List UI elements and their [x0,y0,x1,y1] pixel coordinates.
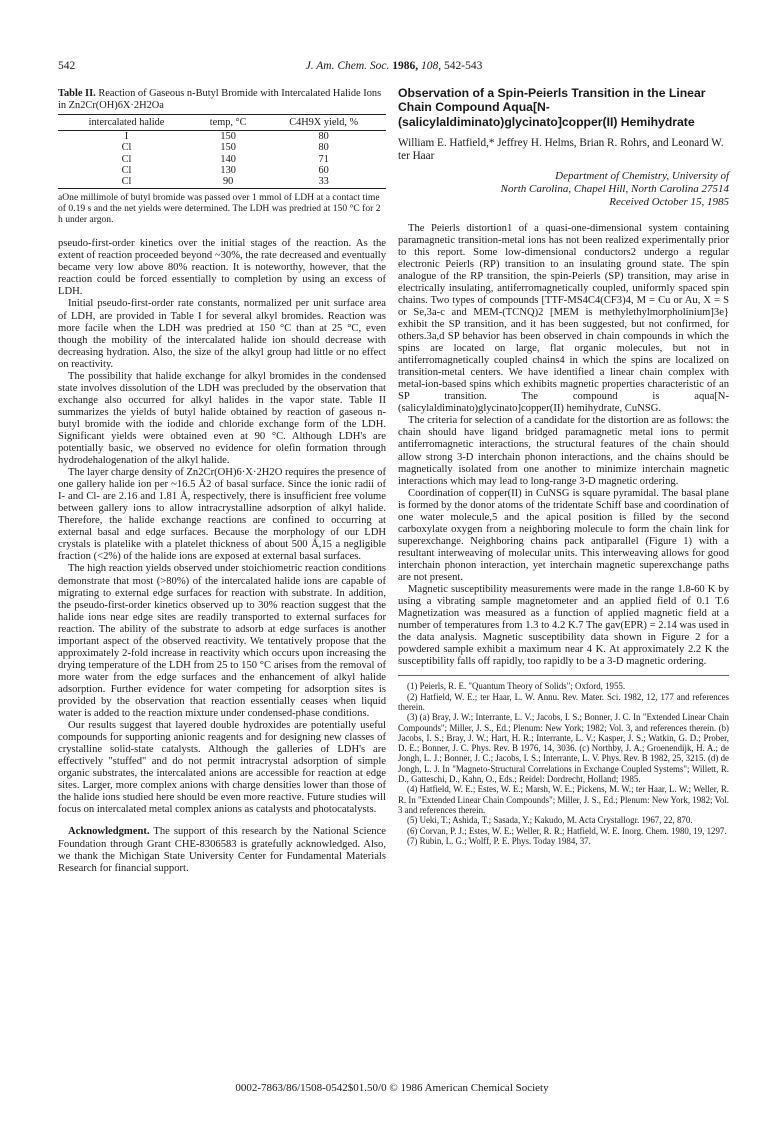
acknowledgment [58,826,386,874]
journal-citation [58,60,730,72]
table-row [58,176,386,189]
table-row [58,165,386,176]
table-caption [58,88,386,112]
table-cell: Cl [58,176,195,189]
running-header [58,60,730,76]
reference-item: (1) Peierls, R. E. "Quantum Theory of Solids"; Oxford, 1955. [407,681,626,692]
reference-item: (2) Hatfield, W. E.; ter Haar, L. W. Annu. Rev. Mater. Sci. 1982, 12, 177 and references therein. [398,691,729,712]
table-header-row [58,115,386,131]
journal-year: 1986, [392,60,419,72]
table-cell: 140 [220,153,236,165]
table-cell: 150 [220,142,236,154]
table-caption-text: Reaction of Gaseous n-Butyl Bromide with Intercalated Halide Ions in Zn2Cr(OH)6X·2H2Oa [58,88,382,111]
table-cell: 33 [261,176,386,189]
acknowledgment-text: The support of this research by the National Science Foundation through Grant CHE-8306583 is gratefully acknowledged. Also, we thank the Michigan State University Center for Fundamental Materials Research for financial support. [58,826,386,874]
body-paragraph: Magnetic susceptibility measurements were made in the range 1.8-60 K by using a vibrating sample magnetometer and an applied field of 0.1 T.6 Magnetization was measured as a function of applied magnetic field at a number of temperatures from 1.3 to 4.2 K.7 The gav(EPR) = 2.14 was used in the data analysis. Magnetic susceptibility data shown in Figure 2 for a powdered sample exhibit a maximum near 4 K. At approximately 2.2 K the susceptibility falls off rapidly, too rapidly to be a 3-D magnetic ordering. [398,584,729,668]
table-header-cell: C4H9X yield, % [261,115,386,131]
body-paragraph: Coordination of copper(II) in CuNSG is square pyramidal. The basal plane is formed by the donor atoms of the tridentate Schiff base and coordination of one water molecule,5 and the apical position is filled by the second carboxylate oxygen from a neighboring molecule to form the chain link for superexchange. Neighboring chains pack antiparallel (Figure 1) with a resultant interweaving of molecular units. This interweaving allows for good interchain phonon interaction, yet interchain magnetic superexchange paths are not present. [398,487,729,583]
body-paragraph: Initial pseudo-first-order rate constants, normalized per unit surface area of LDH, are provided in Table I for several alkyl bromides. Reaction was more facile when the LDH was predried at 150 °C than at 25 °C, even though the mobility of the intercalated halide ion should decrease with decreasing hydration. Also, the size of the alkyl group had little or no effect on reactivity. [58,298,386,370]
table-row [58,154,386,165]
reference-item: (7) Rubin, L. G.; Wolff, P. E. Phys. Today 1984, 37. [407,835,591,846]
journal-pages: 542-543 [444,60,483,72]
table-row [58,142,386,153]
body-paragraph: The possibility that halide exchange for alkyl bromides in the condensed state involves dissolution of the LDH was precluded by the observation that exchange also occurred for alkyl halides in the vapor state. Table II summarizes the yields of butyl halide obtained by reaction of gaseous n-butyl bromide with the iodide and chloride exchange form of the LDH. Significant yields were obtained even at 90 °C. Although LDH's are potentially basic, we observed no evidence for olefin formation through hydrodehalogenation of the alkyl halide. [58,370,386,467]
body-paragraph: pseudo-first-order kinetics over the initial stages of the reaction. As the extent of reaction proceeded beyond ~30%, the rate decreased and eventually became very low above 80% reaction. It is noteworthy, however, that the reaction could be forced essentially to completion by using an excess of LDH. [58,238,386,298]
author-list: William E. Hatfield,* Jeffrey H. Helms, Brian R. Rohrs, and Leonard W. ter Haar [398,137,724,163]
table-cell: 71 [318,153,329,165]
article-title: Observation of a Spin-Peierls Transition in the Linear Chain Compound Aqua[N-(salicylaldiminato)glycinato]copper(II) Hemihydrate [398,86,706,129]
table-cell: 60 [318,164,329,176]
left-column [58,88,386,875]
table-caption-label: Table II. [58,88,96,99]
page-number: 542 [58,60,76,72]
table-cell: 150 [220,131,236,143]
table-cell: 80 [318,142,329,154]
table-header-cell: temp, °C [195,115,261,131]
affiliation-line: Department of Chemistry, University of [555,169,729,182]
table-cell: 90 [195,176,261,189]
copyright-footer: 0002-7863/86/1508-0542$01.50/0 © 1986 American Chemical Society [235,1082,549,1094]
body-paragraph: Our results suggest that layered double hydroxides are potentially useful compounds for supporting anionic reagents and for designing new classes of crystalline solid-state catalysts. Although the galleries of LDH's are effectively "stuffed" and do not permit intracrystal adsorption of simple organic substrates, the intercalated anions are accessible for reaction at edge sites. Larger, more complex anions with charge densities lower than those of the halide ions studied here should be even more reactive. Future studies will focus on intercalated metal complex anions as catalysts and photocatalysts. [58,720,386,816]
table-footnote: aOne millimole of butyl bromide was passed over 1 mmol of LDH at a contact time of 0.19 s and the net yields were determined. The LDH was predried at 150 °C for 2 h under argon. [58,192,381,226]
body-paragraph: The criteria for selection of a candidate for the distortion are as follows: the chain should have ligand bridged paramagnetic metal ions to permit antiferromagnetic interactions, the structural features of the chain should allow strong 3-D interchain phonon interactions, and the chains should be magnetically isolated from one another to minimize interchain magnetic interactions which may lead to long-range 3-D magnetic ordering. [398,415,729,487]
reference-item: (4) Hatfield, W. E.; Estes, W. E.; Marsh, W. E.; Pickens, M. W.; ter Haar, L. W.; Weller, R. R. In "Extended Linear Chain Compounds"; Miller, J. S., Ed.; Plenum: New York, 1982; Vol. 3 and references therein. [398,784,729,815]
journal-volume: 108, [421,60,442,72]
reference-item: (6) Corvan, P. J.; Estes, W. E.; Weller, R. R.; Hatfield, W. E. Inorg. Chem. 1980, 19, 1297. [407,825,727,836]
journal-name: J. Am. Chem. Soc. [305,60,390,72]
table-cell: I [124,131,129,143]
reference-item: (3) (a) Bray, J. W.; Interrante, L. V.; Jacobs, I. S.; Bonner, J. C. In "Extended Linear Chain Compounds"; Miller, J. S., Ed.; Plenum: New York; 1982; Vol. 3, and references therein. (b) Jacobs, I. S.; Bray, J. W.; Hart, H. R.; Interrante, L. V.; Kasper, J. S.; Watkin, G. D.; Prober, D. E.; Bonner, J. C. Phys. Rev. B 1976, 14, 3036. (c) Northby, J. A.; Groenendijk, H. A.; de Jongh, L. J.; Bonner, J. C.; Jacobs, I. S.; Interrante, L. V. Phys. Rev. B 1982, 25, 3215. (d) de Jongh, L. J. In "Magneto-Structural Correlations in Exchange Coupled Systems"; Willett, R. D., Gatteschi, D., Kahn, O., Eds.; Reidel: Dordrecht, Holland; 1985. [398,712,729,785]
affiliation-line: North Carolina, Chapel Hill, North Carolina 27514 [500,182,729,195]
table-cell: Cl [121,164,132,176]
body-paragraph: The layer charge density of Zn2Cr(OH)6·X·2H2O requires the presence of one gallery halide ion per ~16.5 Å2 of basal surface. Since the ionic radii of I- and Cl- are 2.16 and 1.81 Å, respectively, there is insufficient free volume between gallery ions to allow intracrystalline adsorption of alkyl halide. Therefore, the halide exchange reactions are confined to occurring at external basal and edge surfaces. Because the morphology of our LDH crystals is platelike with a platelet thickness of about 500 Å,15 a negligible fraction (<2%) of the halide ions are exposed at external basal surfaces. [58,467,386,563]
body-paragraph: The Peierls distortion1 of a quasi-one-dimensional system containing paramagnetic transition-metal ions has not been realized experimentally prior to this report. Some low-dimensional conductors2 undergo a regular electronic Peierls (RP) transition to an insulating ground state. The spin analogue of the RP transition, the spin-Peierls (SP) transition, may arise in electrically insulating, antiferromagnetically coupled, uniformly spaced spin chains. Two types of compounds [TTF-MS4C4(CF3)4, M = Cu or Au, X = S or Se,3a-c and MEM-(TCNQ)2 [MEM is methylethylmorpholinium]3e} exhibit the SP transition, and it has been suggested, but not confirmed, for others.3a,d SP behavior has been observed in chain compounds in which the spins are located on large, flat organic molecules, but not in antiferromagnetically coupled chains4 in which the spins are localized on transition-metal centers. We have identified a linear chain complex with metal-ion-based spins which exhibits magnetic properties characteristic of an SP transition. The compound is aqua[N-(salicylaldiminato)glycinato]copper(II) hemihydrate, CuNSG. [398,222,729,415]
table-cell: 130 [220,164,236,176]
acknowledgment-label: Acknowledgment. [68,826,150,838]
yield-table [58,114,386,189]
table-cell: Cl [121,153,132,165]
received-date: Received October 15, 1985 [609,195,729,208]
reference-item: (5) Ueki, T.; Ashida, T.; Sasada, Y.; Kakudo, M. Acta Crystallogr. 1967, 22, 870. [407,815,693,826]
table-row [58,131,386,143]
references [398,675,729,846]
right-column [398,86,729,846]
body-paragraph: The high reaction yields observed under stoichiometric reaction conditions demonstrate that most (>80%) of the intercalated halide ions are capable of migrating to external edge surfaces for reaction with substrate. In addition, the pseudo-first-order kinetics observed up to 30% reaction suggest that the halide ions near edge sites are readily transported to external surfaces for reaction. The ability of the substrate to adsorb at edge surfaces is another important aspect of the observed reactivity. We tentatively propose that the approximately 2-fold increase in reactivity which occurs upon increasing the drying temperature of the LDH from 25 to 150 °C arises from the removal of more water from the edge surfaces and the enhancement of alkyl halide adsorption. Further evidence for water competing for adsorption sites is provided by the observation that reaction essentially ceases when liquid water is added to the reaction mixture under condensed-phase conditions. [58,563,386,720]
table-header-cell: intercalated halide [58,115,195,131]
table-cell: 80 [318,131,329,143]
table-cell: Cl [121,142,132,154]
affiliation [398,170,729,196]
